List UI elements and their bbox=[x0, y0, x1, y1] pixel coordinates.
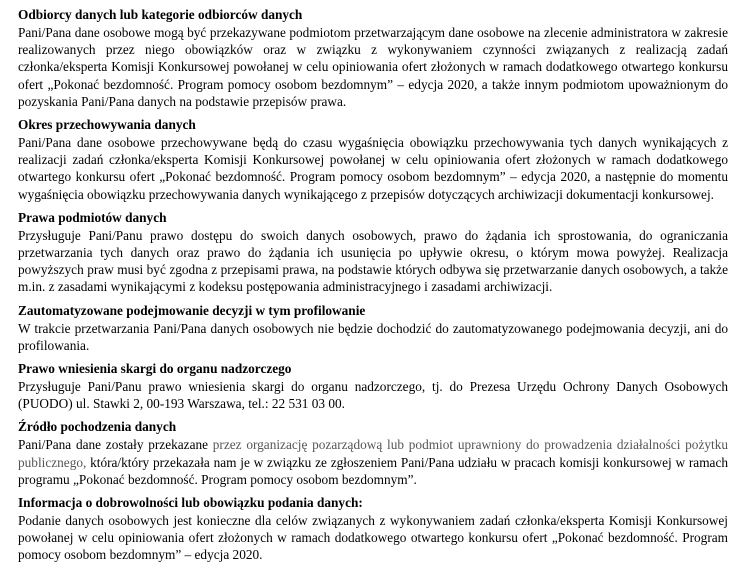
section-automated-decisions bbox=[18, 302, 728, 354]
section-text: Przysługuje Pani/Panu prawo dostępu do swoich danych osobowych, prawo do żądania ich sprostowania, do ograniczania przetwarzania tych danych oraz prawo do żądania ich usunięcia po upływie okresu, o którym mowa powyżej. Realizacja powyższych praw musi być zgodna z przepisami prawa, na podstawie których odbywa się przetwarzanie danych osobowych, a także m.in. z zasadami wynikającymi z kodeksu postępowania administracyjnego i zasadami archiwizacji. bbox=[18, 227, 728, 295]
section-text: Pani/Pana dane osobowe przechowywane będą do czasu wygaśnięcia obowiązku przechowywania tych danych wynikających z realizacji zadań członka/eksperta Komisji Konkursowej powołanej w celu opiniowania ofert złożonych w ramach dodatkowego otwartego konkursu ofert „Pokonać bezdomność. Program pomocy osobom bezdomnym” – edycja 2020, a następnie do momentu wygaśnięcia obowiązku przechowywania danych wynikającego z przepisów dotyczących archiwizacji dokumentacji konkursowej. bbox=[18, 135, 728, 202]
section-text: Przysługuje Pani/Panu prawo wniesienia skargi do organu nadzorczego, tj. do Prezesa Urzędu Ochrony Danych Osobowych (PUODO) ul. Stawki 2, 00-193 Warszawa, tel.: 22 531 03 00. bbox=[18, 379, 728, 412]
section-heading: Prawa podmiotów danych bbox=[18, 209, 167, 225]
section-voluntary-info bbox=[18, 494, 728, 564]
section-text: Podanie danych osobowych jest konieczne dla celów związanych z wykonywaniem zadań członka/eksperta Komisji Konkursowej powołanej w celu opiniowania ofert złożonych w ramach dodatkowego otwartego konkursu ofert „Pokonać bezdomność. Program pomocy osobom bezdomnym” – edycja 2020. bbox=[18, 513, 728, 563]
text-before: Pani/Pana dane zostały przekazane bbox=[18, 437, 213, 453]
section-text: Pani/Pana dane osobowe mogą być przekazywane podmiotom przetwarzającym dane osobowe na zlecenie administratora w zakresie realizowanych przez niego obowiązków oraz w związku z wykonywaniem czynności związanych z realizacją zadań członka/eksperta Komisji Konkursowej powołanej w celu opiniowania ofert złożonych w ramach dodatkowego otwartego konkursu ofert „Pokonać bezdomność. Program pomocy osobom bezdomnym” – edycja 2020, a także innym podmiotom upoważnionym do pozyskania Pani/Pana danych na podstawie przepisów prawa. bbox=[18, 25, 728, 109]
section-recipients bbox=[18, 6, 728, 110]
text-gray-highlight: przez organizację pozarządową lub podmiot uprawniony do prowadzenia działalności pożytku publicznego, bbox=[18, 437, 728, 470]
section-heading: Prawo wniesienia skargi do organu nadzorczego bbox=[18, 361, 292, 377]
section-complaint-right bbox=[18, 360, 728, 412]
section-text: W trakcie przetwarzania Pani/Pana danych osobowych nie będzie dochodzić do zautomatyzowanego podejmowania decyzji, ani do profilowania. bbox=[18, 320, 728, 353]
section-data-source bbox=[18, 418, 728, 488]
section-heading: Zautomatyzowane podejmowanie decyzji w tym profilowanie bbox=[18, 302, 366, 318]
section-heading: Źródło pochodzenia danych bbox=[18, 419, 177, 435]
text-after: która/który przekazała nam je w związku ze zgłoszeniem Pani/Pana udziału w pracach komisji konkursowej w ramach programu „Pokonać bezdomność. Program pomocy osobom bezdomnym”. bbox=[18, 454, 728, 487]
section-text bbox=[18, 436, 728, 488]
section-retention-period bbox=[18, 116, 728, 203]
section-heading: Odbiorcy danych lub kategorie odbiorców danych bbox=[18, 7, 303, 22]
section-heading: Okres przechowywania danych bbox=[18, 117, 196, 133]
section-data-subject-rights bbox=[18, 209, 728, 296]
section-heading: Informacja o dobrowolności lub obowiązku podania danych: bbox=[18, 495, 363, 511]
